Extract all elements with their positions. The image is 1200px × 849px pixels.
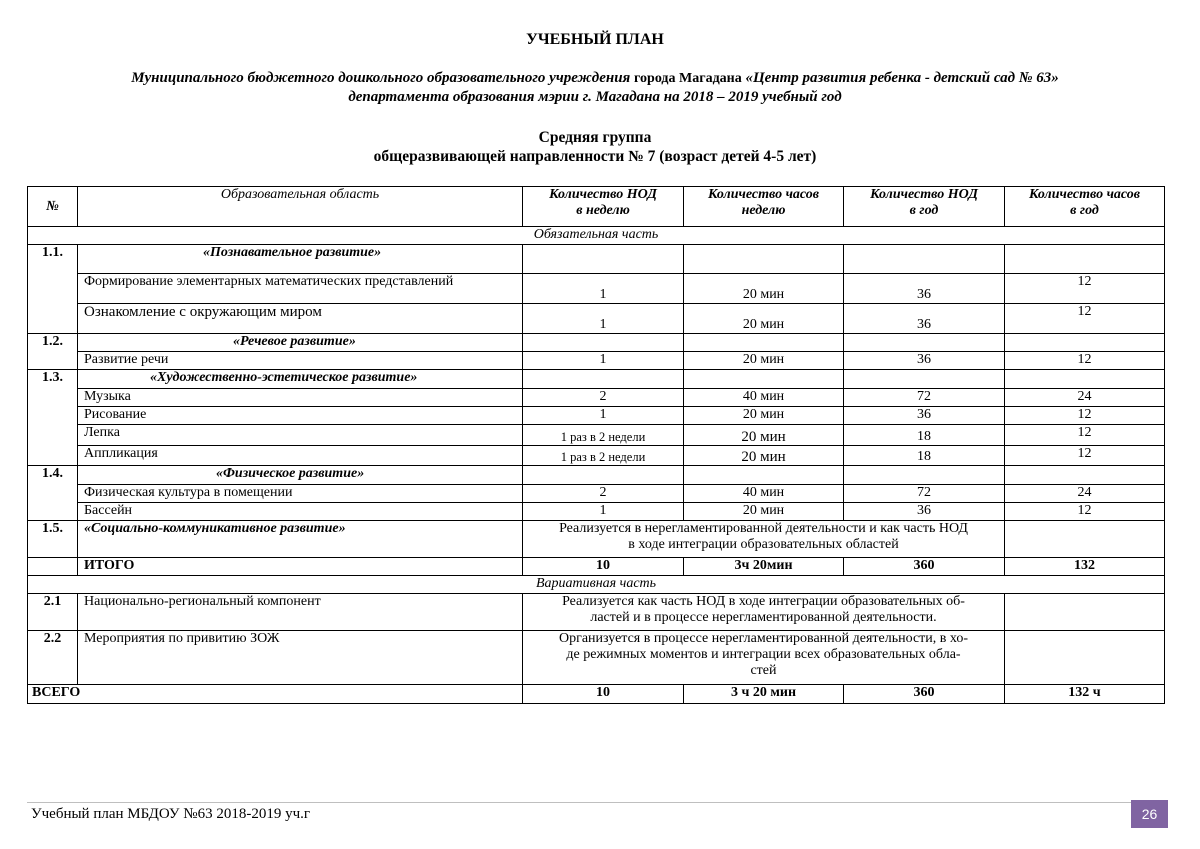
empty-cell <box>684 245 844 274</box>
section-row-variative <box>28 576 1165 594</box>
table-row <box>28 503 1165 521</box>
header-hours-year <box>1005 187 1165 227</box>
hours-week: 20 мин <box>684 503 844 521</box>
area-title: «Социально-коммуникативное развитие» <box>78 521 523 558</box>
subtitle-center: «Центр развития ребенка - детский сад № 63» <box>745 70 1059 86</box>
table-row <box>28 352 1165 370</box>
activity-note-line1: Реализуется как часть НОД в ходе интеграции образовательных об- <box>562 594 965 609</box>
empty-cell <box>684 334 844 352</box>
activity-name: Мероприятия по привитию ЗОЖ <box>78 631 523 685</box>
table-row <box>28 631 1165 685</box>
empty-cell <box>1005 631 1165 685</box>
area-title: «Речевое развитие» <box>78 334 523 352</box>
grand-total-label: ВСЕГО <box>28 685 523 704</box>
empty-cell <box>523 245 684 274</box>
subtitle-line-1 <box>0 69 1190 88</box>
empty-cell <box>1005 594 1165 631</box>
header-nod-year-line1: Количество НОД <box>870 187 978 202</box>
table-row <box>28 466 1165 485</box>
area-title: «Физическое развитие» <box>78 466 523 485</box>
row-number: 1.5. <box>28 521 78 558</box>
total-row <box>28 558 1165 576</box>
nod-week: 1 раз в 2 недели <box>523 425 684 446</box>
table-row <box>28 594 1165 631</box>
activity-name: Ознакомление с окружающим миром <box>78 304 523 334</box>
header-area: Образовательная область <box>78 187 523 227</box>
hours-week: 20 мин <box>684 425 844 446</box>
activity-note <box>523 594 1005 631</box>
hours-year: 12 <box>1005 446 1165 466</box>
grand-total-nod-week: 10 <box>523 685 684 704</box>
footer-text: Учебный план МБДОУ №63 2018-2019 уч.г <box>31 806 311 822</box>
page-number-badge: 26 <box>1131 800 1168 828</box>
empty-cell <box>1005 466 1165 485</box>
header-hours-year-line2: в год <box>1070 203 1099 218</box>
activity-note-line2: ластей и в процессе нерегламентированной деятельности. <box>590 610 937 625</box>
table-row <box>28 370 1165 389</box>
table-row <box>28 485 1165 503</box>
nod-year: 18 <box>844 446 1005 466</box>
table-header-row <box>28 187 1165 227</box>
hours-week: 20 мин <box>684 274 844 304</box>
activity-name: Бассейн <box>78 503 523 521</box>
nod-week: 1 <box>523 503 684 521</box>
activity-name: Развитие речи <box>78 352 523 370</box>
table-row <box>28 334 1165 352</box>
nod-week: 2 <box>523 485 684 503</box>
nod-year: 36 <box>844 274 1005 304</box>
group-heading <box>0 128 1190 166</box>
nod-week: 1 <box>523 352 684 370</box>
activity-name: Лепка <box>78 425 523 446</box>
total-nod-week: 10 <box>523 558 684 576</box>
empty-cell <box>1005 245 1165 274</box>
activity-note <box>523 631 1005 685</box>
header-hours-week-line2: неделю <box>741 203 786 218</box>
empty-cell <box>684 370 844 389</box>
table-row <box>28 425 1165 446</box>
table-row <box>28 407 1165 425</box>
nod-week: 2 <box>523 389 684 407</box>
row-number: 1.4. <box>28 466 78 521</box>
empty-cell <box>844 334 1005 352</box>
table-row <box>28 389 1165 407</box>
hours-year: 12 <box>1005 407 1165 425</box>
hours-year: 12 <box>1005 503 1165 521</box>
total-label: ИТОГО <box>78 558 523 576</box>
hours-year: 12 <box>1005 304 1165 334</box>
group-name: Средняя группа <box>538 129 652 146</box>
table-row <box>28 245 1165 274</box>
hours-year: 24 <box>1005 389 1165 407</box>
area-note <box>523 521 1005 558</box>
curriculum-table <box>27 186 1165 704</box>
hours-week: 20 мин <box>684 304 844 334</box>
header-no: № <box>28 187 78 227</box>
subtitle-institution: Муниципального бюджетного дошкольного образовательного учреждения <box>131 70 631 86</box>
subtitle-city: города Магадана <box>634 71 742 86</box>
variative-part-label: Вариативная часть <box>28 576 1165 594</box>
activity-note-line1: Организуется в процессе нерегламентированной деятельности, в хо- <box>558 631 969 646</box>
nod-year: 72 <box>844 485 1005 503</box>
table-row <box>28 304 1165 334</box>
header-nod-week <box>523 187 684 227</box>
area-title: «Художественно-эстетическое развитие» <box>78 370 523 389</box>
activity-name: Физическая культура в помещении <box>78 485 523 503</box>
activity-name: Рисование <box>78 407 523 425</box>
activity-name: Аппликация <box>78 446 523 466</box>
nod-year: 72 <box>844 389 1005 407</box>
row-number: 1.1. <box>28 245 78 334</box>
hours-week: 40 мин <box>684 485 844 503</box>
header-nod-week-line1: Количество НОД <box>549 187 657 202</box>
area-title: «Познавательное развитие» <box>78 245 523 274</box>
empty-cell <box>1005 370 1165 389</box>
hours-week: 20 мин <box>684 352 844 370</box>
nod-week: 1 <box>523 304 684 334</box>
row-number: 1.2. <box>28 334 78 370</box>
empty-cell <box>844 370 1005 389</box>
table-row <box>28 521 1165 558</box>
empty-cell <box>28 558 78 576</box>
grand-total-row <box>28 685 1165 704</box>
empty-cell <box>1005 521 1165 558</box>
hours-year: 24 <box>1005 485 1165 503</box>
activity-name: Музыка <box>78 389 523 407</box>
empty-cell <box>523 334 684 352</box>
nod-year: 18 <box>844 425 1005 446</box>
hours-year: 12 <box>1005 352 1165 370</box>
grand-total-hours-week: 3 ч 20 мин <box>684 685 844 704</box>
total-nod-year: 360 <box>844 558 1005 576</box>
group-description: общеразвивающей направленности № 7 (возраст детей 4-5 лет) <box>373 148 817 165</box>
header-nod-week-line2: в неделю <box>576 203 630 218</box>
empty-cell <box>523 466 684 485</box>
nod-year: 36 <box>844 304 1005 334</box>
footer-divider <box>27 802 1137 803</box>
nod-week: 1 <box>523 407 684 425</box>
hours-year: 12 <box>1005 425 1165 446</box>
row-number: 2.2 <box>28 631 78 685</box>
document-subtitle <box>0 69 1190 107</box>
header-nod-year-line2: в год <box>909 203 939 218</box>
header-hours-year-line1: Количество часов <box>1028 187 1141 202</box>
total-hours-week: 3ч 20мин <box>684 558 844 576</box>
section-row-mandatory <box>28 227 1165 245</box>
grand-total-nod-year: 360 <box>844 685 1005 704</box>
activity-name: Национально-региональный компонент <box>78 594 523 631</box>
table-row <box>28 446 1165 466</box>
empty-cell <box>844 245 1005 274</box>
area-note-line2: в ходе интеграции образовательных областей <box>628 537 899 552</box>
header-nod-year <box>844 187 1005 227</box>
row-number: 2.1 <box>28 594 78 631</box>
hours-year: 12 <box>1005 274 1165 304</box>
area-note-line1: Реализуется в нерегламентированной деятельности и как часть НОД <box>559 521 968 536</box>
activity-name: Формирование элементарных математических представлений <box>78 274 523 304</box>
hours-week: 40 мин <box>684 389 844 407</box>
empty-cell <box>523 370 684 389</box>
subtitle-line-2: департамента образования мэрии г. Магадана на 2018 – 2019 учебный год <box>348 89 842 105</box>
nod-year: 36 <box>844 503 1005 521</box>
hours-week: 20 мин <box>684 407 844 425</box>
nod-week: 1 <box>523 274 684 304</box>
row-number: 1.3. <box>28 370 78 466</box>
document-title: УЧЕБНЫЙ ПЛАН <box>526 31 664 48</box>
nod-week: 1 раз в 2 недели <box>523 446 684 466</box>
nod-year: 36 <box>844 352 1005 370</box>
total-hours-year: 132 <box>1005 558 1165 576</box>
mandatory-part-label: Обязательная часть <box>28 227 1165 245</box>
empty-cell <box>684 466 844 485</box>
activity-note-line2: де режимных моментов и интеграции всех образовательных обла- <box>566 647 961 662</box>
table-row <box>28 274 1165 304</box>
empty-cell <box>844 466 1005 485</box>
grand-total-hours-year: 132 ч <box>1005 685 1165 704</box>
empty-cell <box>1005 334 1165 352</box>
header-hours-week-line1: Количество часов <box>707 187 820 202</box>
nod-year: 36 <box>844 407 1005 425</box>
activity-note-line3: стей <box>750 663 777 678</box>
hours-week: 20 мин <box>684 446 844 466</box>
header-hours-week <box>684 187 844 227</box>
